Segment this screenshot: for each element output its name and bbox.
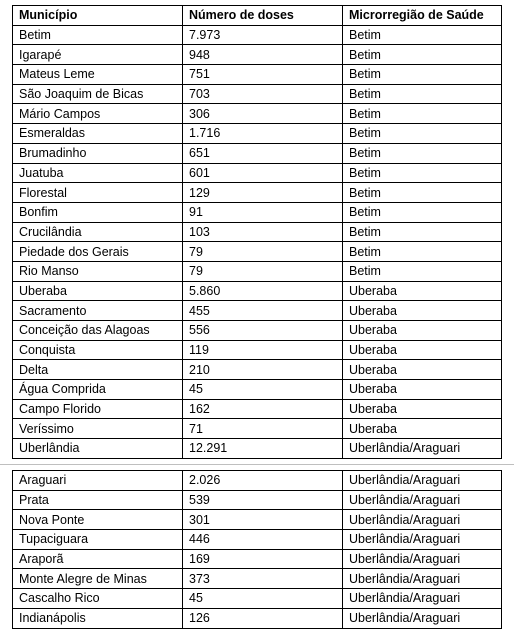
cell-microrregiao: Betim <box>343 183 502 203</box>
cell-municipio: Campo Florido <box>13 399 183 419</box>
table-row <box>13 490 502 510</box>
cell-microrregiao: Betim <box>343 45 502 65</box>
cell-microrregiao: Uberlândia/Araguari <box>343 490 502 510</box>
cell-municipio: Juatuba <box>13 163 183 183</box>
cell-numero-doses: 306 <box>183 104 343 124</box>
cell-microrregiao: Uberlândia/Araguari <box>343 608 502 628</box>
cell-numero-doses: 119 <box>183 340 343 360</box>
cell-numero-doses: 2.026 <box>183 471 343 491</box>
table-row <box>13 608 502 628</box>
table-row <box>13 124 502 144</box>
table-row <box>13 380 502 400</box>
cell-microrregiao: Betim <box>343 163 502 183</box>
table-row <box>13 419 502 439</box>
cell-municipio: Conceição das Alagoas <box>13 321 183 341</box>
table-row <box>13 45 502 65</box>
cell-municipio: Araguari <box>13 471 183 491</box>
page-break-divider <box>0 464 514 465</box>
cell-microrregiao: Uberaba <box>343 321 502 341</box>
cell-municipio: Veríssimo <box>13 419 183 439</box>
cell-microrregiao: Betim <box>343 222 502 242</box>
cell-municipio: Cascalho Rico <box>13 589 183 609</box>
cell-microrregiao: Betim <box>343 261 502 281</box>
table-row <box>13 301 502 321</box>
cell-microrregiao: Uberaba <box>343 301 502 321</box>
table-row <box>13 471 502 491</box>
cell-municipio: Nova Ponte <box>13 510 183 530</box>
cell-microrregiao: Uberlândia/Araguari <box>343 569 502 589</box>
table-row <box>13 242 502 262</box>
table-row <box>13 281 502 301</box>
table-body-part2 <box>13 471 502 629</box>
cell-numero-doses: 948 <box>183 45 343 65</box>
cell-municipio: Sacramento <box>13 301 183 321</box>
cell-municipio: Mateus Leme <box>13 65 183 85</box>
table-row <box>13 183 502 203</box>
cell-municipio: São Joaquim de Bicas <box>13 84 183 104</box>
cell-microrregiao: Uberaba <box>343 340 502 360</box>
table-row <box>13 399 502 419</box>
cell-municipio: Uberaba <box>13 281 183 301</box>
cell-microrregiao: Uberlândia/Araguari <box>343 530 502 550</box>
cell-microrregiao: Betim <box>343 25 502 45</box>
cell-numero-doses: 446 <box>183 530 343 550</box>
table-body-part1 <box>13 25 502 458</box>
table-row <box>13 261 502 281</box>
cell-numero-doses: 91 <box>183 202 343 222</box>
cell-municipio: Florestal <box>13 183 183 203</box>
cell-municipio: Prata <box>13 490 183 510</box>
cell-numero-doses: 169 <box>183 549 343 569</box>
cell-numero-doses: 539 <box>183 490 343 510</box>
table-row <box>13 163 502 183</box>
cell-numero-doses: 45 <box>183 380 343 400</box>
cell-municipio: Bonfim <box>13 202 183 222</box>
cell-municipio: Delta <box>13 360 183 380</box>
table-row <box>13 589 502 609</box>
cell-numero-doses: 7.973 <box>183 25 343 45</box>
cell-microrregiao: Betim <box>343 202 502 222</box>
cell-microrregiao: Uberlândia/Araguari <box>343 549 502 569</box>
cell-numero-doses: 45 <box>183 589 343 609</box>
table-row <box>13 360 502 380</box>
cell-numero-doses: 373 <box>183 569 343 589</box>
cell-numero-doses: 301 <box>183 510 343 530</box>
header-numero-doses: Número de doses <box>183 6 343 26</box>
table-row <box>13 569 502 589</box>
cell-municipio: Mário Campos <box>13 104 183 124</box>
table-row <box>13 321 502 341</box>
cell-numero-doses: 601 <box>183 163 343 183</box>
cell-municipio: Água Comprida <box>13 380 183 400</box>
doses-table-part2 <box>12 470 502 629</box>
table-row <box>13 25 502 45</box>
cell-numero-doses: 103 <box>183 222 343 242</box>
cell-municipio: Conquista <box>13 340 183 360</box>
cell-microrregiao: Uberaba <box>343 399 502 419</box>
cell-microrregiao: Betim <box>343 104 502 124</box>
cell-municipio: Brumadinho <box>13 143 183 163</box>
cell-microrregiao: Uberlândia/Araguari <box>343 510 502 530</box>
cell-municipio: Uberlândia <box>13 439 183 459</box>
cell-municipio: Tupaciguara <box>13 530 183 550</box>
table-row <box>13 65 502 85</box>
cell-numero-doses: 5.860 <box>183 281 343 301</box>
cell-municipio: Crucilândia <box>13 222 183 242</box>
cell-microrregiao: Uberaba <box>343 419 502 439</box>
table-row <box>13 84 502 104</box>
cell-microrregiao: Betim <box>343 242 502 262</box>
table-row <box>13 143 502 163</box>
table-row <box>13 530 502 550</box>
cell-numero-doses: 1.716 <box>183 124 343 144</box>
table-header-row <box>13 6 502 26</box>
cell-municipio: Indianápolis <box>13 608 183 628</box>
cell-numero-doses: 162 <box>183 399 343 419</box>
cell-microrregiao: Betim <box>343 65 502 85</box>
cell-municipio: Piedade dos Gerais <box>13 242 183 262</box>
doses-table-part1 <box>12 5 502 459</box>
header-municipio: Município <box>13 6 183 26</box>
cell-microrregiao: Uberlândia/Araguari <box>343 589 502 609</box>
cell-microrregiao: Uberaba <box>343 281 502 301</box>
cell-numero-doses: 556 <box>183 321 343 341</box>
cell-municipio: Betim <box>13 25 183 45</box>
cell-numero-doses: 210 <box>183 360 343 380</box>
table-row <box>13 222 502 242</box>
cell-numero-doses: 651 <box>183 143 343 163</box>
table-row <box>13 510 502 530</box>
cell-numero-doses: 126 <box>183 608 343 628</box>
cell-microrregiao: Betim <box>343 124 502 144</box>
cell-municipio: Igarapé <box>13 45 183 65</box>
cell-microrregiao: Betim <box>343 84 502 104</box>
cell-numero-doses: 751 <box>183 65 343 85</box>
cell-numero-doses: 703 <box>183 84 343 104</box>
cell-municipio: Monte Alegre de Minas <box>13 569 183 589</box>
cell-microrregiao: Uberlândia/Araguari <box>343 471 502 491</box>
cell-municipio: Rio Manso <box>13 261 183 281</box>
table-row <box>13 549 502 569</box>
cell-microrregiao: Uberlândia/Araguari <box>343 439 502 459</box>
header-microrregiao: Microrregião de Saúde <box>343 6 502 26</box>
cell-numero-doses: 455 <box>183 301 343 321</box>
cell-microrregiao: Uberaba <box>343 360 502 380</box>
cell-numero-doses: 129 <box>183 183 343 203</box>
cell-numero-doses: 12.291 <box>183 439 343 459</box>
cell-municipio: Araporã <box>13 549 183 569</box>
cell-numero-doses: 79 <box>183 242 343 262</box>
table-row <box>13 104 502 124</box>
cell-microrregiao: Uberaba <box>343 380 502 400</box>
cell-numero-doses: 71 <box>183 419 343 439</box>
cell-municipio: Esmeraldas <box>13 124 183 144</box>
table-row <box>13 340 502 360</box>
table-row <box>13 439 502 459</box>
cell-numero-doses: 79 <box>183 261 343 281</box>
cell-microrregiao: Betim <box>343 143 502 163</box>
table-row <box>13 202 502 222</box>
